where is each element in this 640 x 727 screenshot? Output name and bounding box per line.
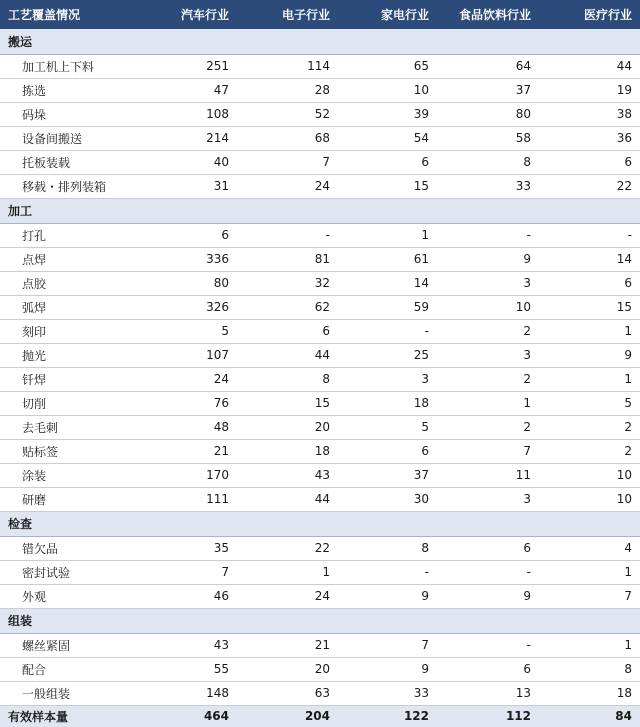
process-label: 贴标签 (0, 439, 165, 463)
count-cell: 55 (165, 657, 237, 681)
count-cell: - (437, 633, 539, 657)
count-cell: 31 (165, 174, 237, 198)
count-cell: - (437, 560, 539, 584)
count-cell: 3 (338, 367, 437, 391)
count-cell: 40 (165, 150, 237, 174)
count-cell: 25 (338, 343, 437, 367)
count-cell: 326 (165, 295, 237, 319)
table-row (0, 391, 640, 415)
count-cell: 63 (237, 681, 338, 705)
process-label: 一般组装 (0, 681, 165, 705)
count-cell: 33 (437, 174, 539, 198)
process-label: 研磨 (0, 487, 165, 511)
count-cell: 6 (165, 223, 237, 247)
count-cell: 6 (539, 271, 640, 295)
process-label: 设备间搬送 (0, 126, 165, 150)
section-title: 检查 (0, 511, 640, 536)
count-cell: 80 (165, 271, 237, 295)
process-label: 打孔 (0, 223, 165, 247)
count-cell: 24 (237, 174, 338, 198)
count-cell: 21 (165, 439, 237, 463)
process-label: 弧焊 (0, 295, 165, 319)
count-cell: 3 (437, 487, 539, 511)
count-cell: 9 (437, 247, 539, 271)
count-cell: 30 (338, 487, 437, 511)
total-label: 有效样本量 (0, 705, 165, 727)
count-cell: 5 (165, 319, 237, 343)
table-row (0, 247, 640, 271)
count-cell: 4 (539, 536, 640, 560)
process-label: 错欠品 (0, 536, 165, 560)
count-cell: 11 (437, 463, 539, 487)
section-title: 组装 (0, 608, 640, 633)
count-cell: 7 (338, 633, 437, 657)
process-label: 托板装载 (0, 150, 165, 174)
header-row (0, 0, 640, 29)
table-row (0, 463, 640, 487)
table-row (0, 657, 640, 681)
count-cell: 2 (539, 415, 640, 439)
count-cell: 214 (165, 126, 237, 150)
table-row (0, 584, 640, 608)
count-cell: 47 (165, 78, 237, 102)
count-cell: 28 (237, 78, 338, 102)
count-cell: 3 (437, 343, 539, 367)
count-cell: 18 (539, 681, 640, 705)
total-food-beverage: 112 (437, 705, 539, 727)
count-cell: 336 (165, 247, 237, 271)
table-row (0, 536, 640, 560)
process-label: 拣选 (0, 78, 165, 102)
table-row (0, 343, 640, 367)
process-label: 加工机上下料 (0, 54, 165, 78)
count-cell: 9 (437, 584, 539, 608)
total-auto: 464 (165, 705, 237, 727)
count-cell: 19 (539, 78, 640, 102)
process-label: 钎焊 (0, 367, 165, 391)
count-cell: 2 (437, 415, 539, 439)
count-cell: 18 (237, 439, 338, 463)
count-cell: 44 (237, 487, 338, 511)
count-cell: 1 (437, 391, 539, 415)
count-cell: 2 (437, 319, 539, 343)
process-label: 点胶 (0, 271, 165, 295)
count-cell: 37 (338, 463, 437, 487)
count-cell: 9 (338, 584, 437, 608)
process-label: 切削 (0, 391, 165, 415)
count-cell: 2 (437, 367, 539, 391)
count-cell: 62 (237, 295, 338, 319)
section-row (0, 198, 640, 223)
count-cell: 8 (539, 657, 640, 681)
count-cell: 3 (437, 271, 539, 295)
table-footer (0, 705, 640, 727)
count-cell: - (237, 223, 338, 247)
section-row (0, 511, 640, 536)
count-cell: 24 (237, 584, 338, 608)
count-cell: 1 (539, 633, 640, 657)
count-cell: 7 (237, 150, 338, 174)
total-appliance: 122 (338, 705, 437, 727)
process-label: 外观 (0, 584, 165, 608)
count-cell: 36 (539, 126, 640, 150)
count-cell: 14 (539, 247, 640, 271)
process-label: 涂装 (0, 463, 165, 487)
table-row (0, 150, 640, 174)
table-row (0, 78, 640, 102)
count-cell: 7 (437, 439, 539, 463)
count-cell: 170 (165, 463, 237, 487)
table-row (0, 102, 640, 126)
table-row (0, 487, 640, 511)
count-cell: 107 (165, 343, 237, 367)
header-electronics: 电子行业 (281, 8, 330, 22)
count-cell: 81 (237, 247, 338, 271)
count-cell: 6 (437, 536, 539, 560)
process-label: 螺丝紧固 (0, 633, 165, 657)
count-cell: 15 (237, 391, 338, 415)
count-cell: 44 (539, 54, 640, 78)
count-cell: - (338, 560, 437, 584)
count-cell: 61 (338, 247, 437, 271)
section-title: 加工 (0, 198, 640, 223)
count-cell: 54 (338, 126, 437, 150)
count-cell: 58 (437, 126, 539, 150)
count-cell: 64 (437, 54, 539, 78)
count-cell: 1 (539, 319, 640, 343)
count-cell: 76 (165, 391, 237, 415)
process-label: 移载・排列装箱 (0, 174, 165, 198)
count-cell: 6 (437, 657, 539, 681)
count-cell: 8 (437, 150, 539, 174)
header-appliance: 家电行业 (380, 8, 429, 22)
table-row (0, 223, 640, 247)
count-cell: 1 (237, 560, 338, 584)
table-row (0, 271, 640, 295)
count-cell: 18 (338, 391, 437, 415)
count-cell: 21 (237, 633, 338, 657)
section-title: 搬运 (0, 29, 640, 54)
count-cell: 5 (338, 415, 437, 439)
count-cell: 37 (437, 78, 539, 102)
count-cell: 1 (539, 367, 640, 391)
process-label: 去毛刺 (0, 415, 165, 439)
table-row (0, 295, 640, 319)
count-cell: 46 (165, 584, 237, 608)
table-header (0, 0, 640, 29)
count-cell: 10 (539, 487, 640, 511)
count-cell: - (437, 223, 539, 247)
process-label: 点焊 (0, 247, 165, 271)
count-cell: 6 (338, 439, 437, 463)
count-cell: 32 (237, 271, 338, 295)
table-row (0, 681, 640, 705)
count-cell: 14 (338, 271, 437, 295)
count-cell: 20 (237, 657, 338, 681)
count-cell: 38 (539, 102, 640, 126)
header-medical: 医疗行业 (583, 8, 632, 22)
count-cell: 13 (437, 681, 539, 705)
count-cell: 35 (165, 536, 237, 560)
process-label: 配合 (0, 657, 165, 681)
count-cell: 33 (338, 681, 437, 705)
count-cell: 39 (338, 102, 437, 126)
section-row (0, 608, 640, 633)
count-cell: 15 (338, 174, 437, 198)
total-electronics: 204 (237, 705, 338, 727)
count-cell: 65 (338, 54, 437, 78)
count-cell: 108 (165, 102, 237, 126)
total-row (0, 705, 640, 727)
count-cell: 10 (539, 463, 640, 487)
count-cell: 1 (539, 560, 640, 584)
count-cell: 8 (338, 536, 437, 560)
count-cell: 10 (338, 78, 437, 102)
count-cell: 44 (237, 343, 338, 367)
count-cell: 9 (539, 343, 640, 367)
count-cell: 148 (165, 681, 237, 705)
table-body (0, 29, 640, 705)
process-label: 密封试验 (0, 560, 165, 584)
header-auto: 汽车行业 (180, 8, 229, 22)
table-row (0, 319, 640, 343)
count-cell: 43 (237, 463, 338, 487)
process-label: 码垛 (0, 102, 165, 126)
process-label: 刻印 (0, 319, 165, 343)
table-row (0, 415, 640, 439)
count-cell: 1 (338, 223, 437, 247)
count-cell: 114 (237, 54, 338, 78)
total-medical: 84 (539, 705, 640, 727)
count-cell: 111 (165, 487, 237, 511)
count-cell: 68 (237, 126, 338, 150)
count-cell: 6 (237, 319, 338, 343)
count-cell: 6 (338, 150, 437, 174)
count-cell: 22 (539, 174, 640, 198)
count-cell: 251 (165, 54, 237, 78)
count-cell: 52 (237, 102, 338, 126)
table-row (0, 367, 640, 391)
count-cell: 24 (165, 367, 237, 391)
count-cell: 7 (539, 584, 640, 608)
table-row (0, 560, 640, 584)
count-cell: 22 (237, 536, 338, 560)
header-process: 工艺覆盖情况 (8, 8, 81, 22)
count-cell: 8 (237, 367, 338, 391)
count-cell: 7 (165, 560, 237, 584)
process-label: 抛光 (0, 343, 165, 367)
section-row (0, 29, 640, 54)
table-row (0, 633, 640, 657)
count-cell: 80 (437, 102, 539, 126)
count-cell: 6 (539, 150, 640, 174)
count-cell: 48 (165, 415, 237, 439)
count-cell: 9 (338, 657, 437, 681)
count-cell: 20 (237, 415, 338, 439)
header-food-beverage: 食品饮料行业 (458, 8, 531, 22)
count-cell: - (338, 319, 437, 343)
count-cell: 43 (165, 633, 237, 657)
count-cell: - (539, 223, 640, 247)
count-cell: 10 (437, 295, 539, 319)
table-row (0, 439, 640, 463)
table-row (0, 54, 640, 78)
count-cell: 5 (539, 391, 640, 415)
count-cell: 15 (539, 295, 640, 319)
count-cell: 59 (338, 295, 437, 319)
table-row (0, 174, 640, 198)
table-row (0, 126, 640, 150)
count-cell: 2 (539, 439, 640, 463)
